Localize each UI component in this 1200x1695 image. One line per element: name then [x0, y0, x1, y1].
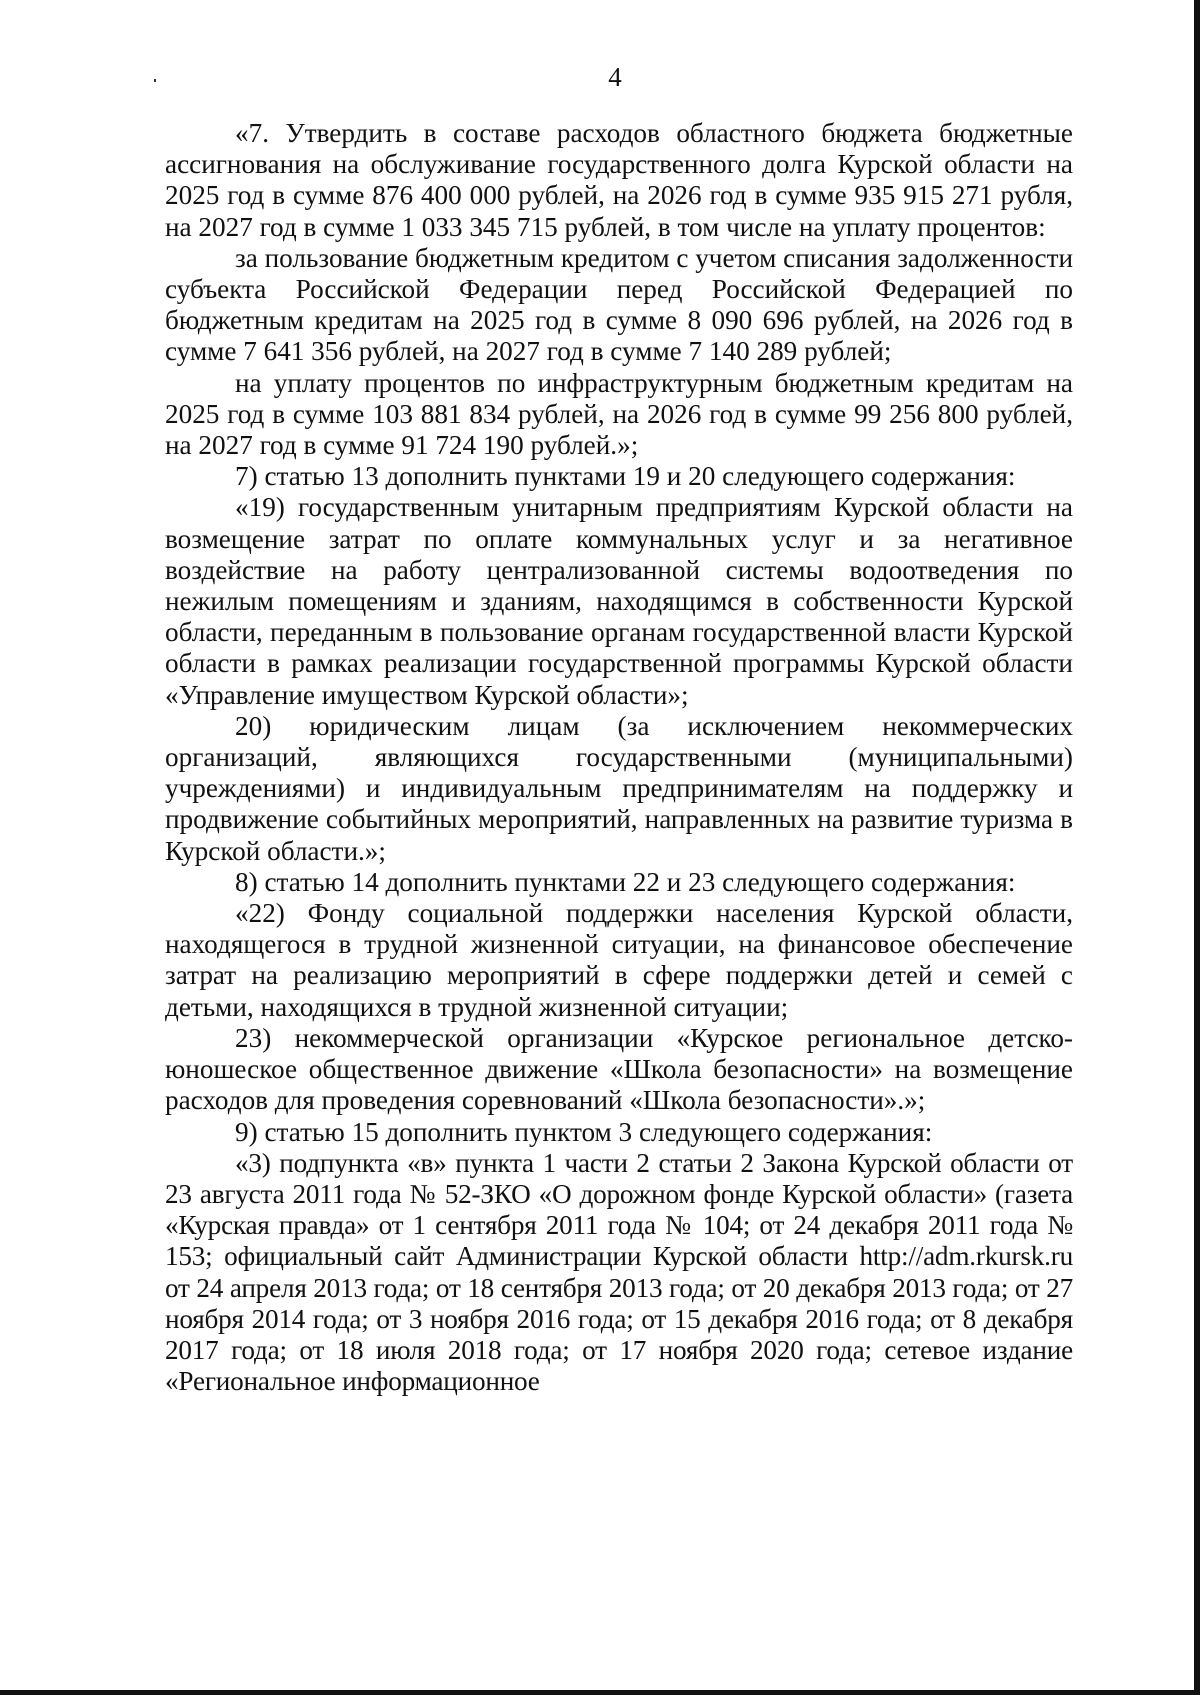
- paragraph-infrastructure-credit-interest: на уплату процентов по инфраструктурным бюджетным кредитам на 2025 год в сумме 103 881 834 рублей, на 2026 год в сумме 99 256 800 рублей, на 2027 год в сумме 91 724 190 рублей.»;: [165, 367, 1073, 461]
- paragraph-budget-credit-interest: за пользование бюджетным кредитом с учетом списания задолженности субъекта Российской Федерации перед Российской Федерацией по бюджетным кредитам на 2025 год в сумме 8 090 696 рублей, на 2026 год в сумме 7 641 356 рублей, на 2027 год в сумме 7 140 289 рублей;: [165, 242, 1073, 367]
- paragraph-point-22: «22) Фонду социальной поддержки населения Курской области, находящегося в трудной жизненной ситуации, на финансовое обеспечение затрат на реализацию мероприятий в сфере поддержки детей и семей с детьми, находящихся в трудной жизненной ситуации;: [165, 898, 1073, 1022]
- scan-border-bottom: [0, 1690, 1200, 1695]
- paragraph-article-14-amendment: 8) статью 14 дополнить пунктами 22 и 23 следующего содержания:: [235, 866, 1016, 897]
- paragraph-article-15-amendment: 9) статью 15 дополнить пунктом 3 следующего содержания:: [235, 1116, 933, 1147]
- paragraph-item-7-debt-service: «7. Утвердить в составе расходов областного бюджета бюджетные ассигнования на обслуживание государственного долга Курской области на 2025 год в сумме 876 400 000 рублей, на 2026 год в сумме 935 915 271 рубля, на 2027 год в сумме 1 033 345 715 рублей, в том числе на уплату процентов:: [165, 118, 1073, 242]
- scan-border-right: [1194, 0, 1200, 1695]
- paragraph-point-20: 20) юридическим лицам (за исключением некоммерческих организаций, являющихся государственными (муниципальными) учреждениями) и индивидуальным предпринимателям на поддержку и продвижение событийных мероприятий, направленных на развитие туризма в Курской области.»;: [165, 710, 1073, 866]
- paragraph-point-3: «3) подпункта «в» пункта 1 части 2 статьи 2 Закона Курской области от 23 августа 2011 года № 52-ЗКО «О дорожном фонде Курской области» (газета «Курская правда» от 1 сентября 2011 года № 104; от 24 декабря 2011 года № 153; официальный сайт Администрации Курской области http://adm.rkursk.ru от 24 апреля 2013 года; от 18 сентября 2013 года; от 20 декабря 2013 года; от 27 ноября 2014 года; от 3 ноября 2016 года; от 15 декабря 2016 года; от 8 декабря 2017 года; от 18 июля 2018 года; от 17 ноября 2020 года; сетевое издание «Региональное информационное: [165, 1147, 1073, 1397]
- paragraph-point-23: 23) некоммерческой организации «Курское региональное детско-юношеское общественное движение «Школа безопасности» на возмещение расходов для проведения соревнований «Школа безопасности».»;: [165, 1022, 1073, 1116]
- paragraph-article-13-amendment: 7) статью 13 дополнить пунктами 19 и 20 следующего содержания:: [235, 461, 1016, 492]
- paragraph-point-19: «19) государственным унитарным предприятиям Курской области на возмещение затрат по оплате коммунальных услуг и за негативное воздействие на работу централизованной системы водоотведения по нежилым помещениям и зданиям, находящимся в собственности Курской области, переданным в пользование органам государственной власти Курской области в рамках реализации государственной программы Курской области «Управление имуществом Курской области»;: [165, 492, 1073, 710]
- document-body: [165, 118, 1073, 1397]
- page-number: 4: [608, 62, 622, 92]
